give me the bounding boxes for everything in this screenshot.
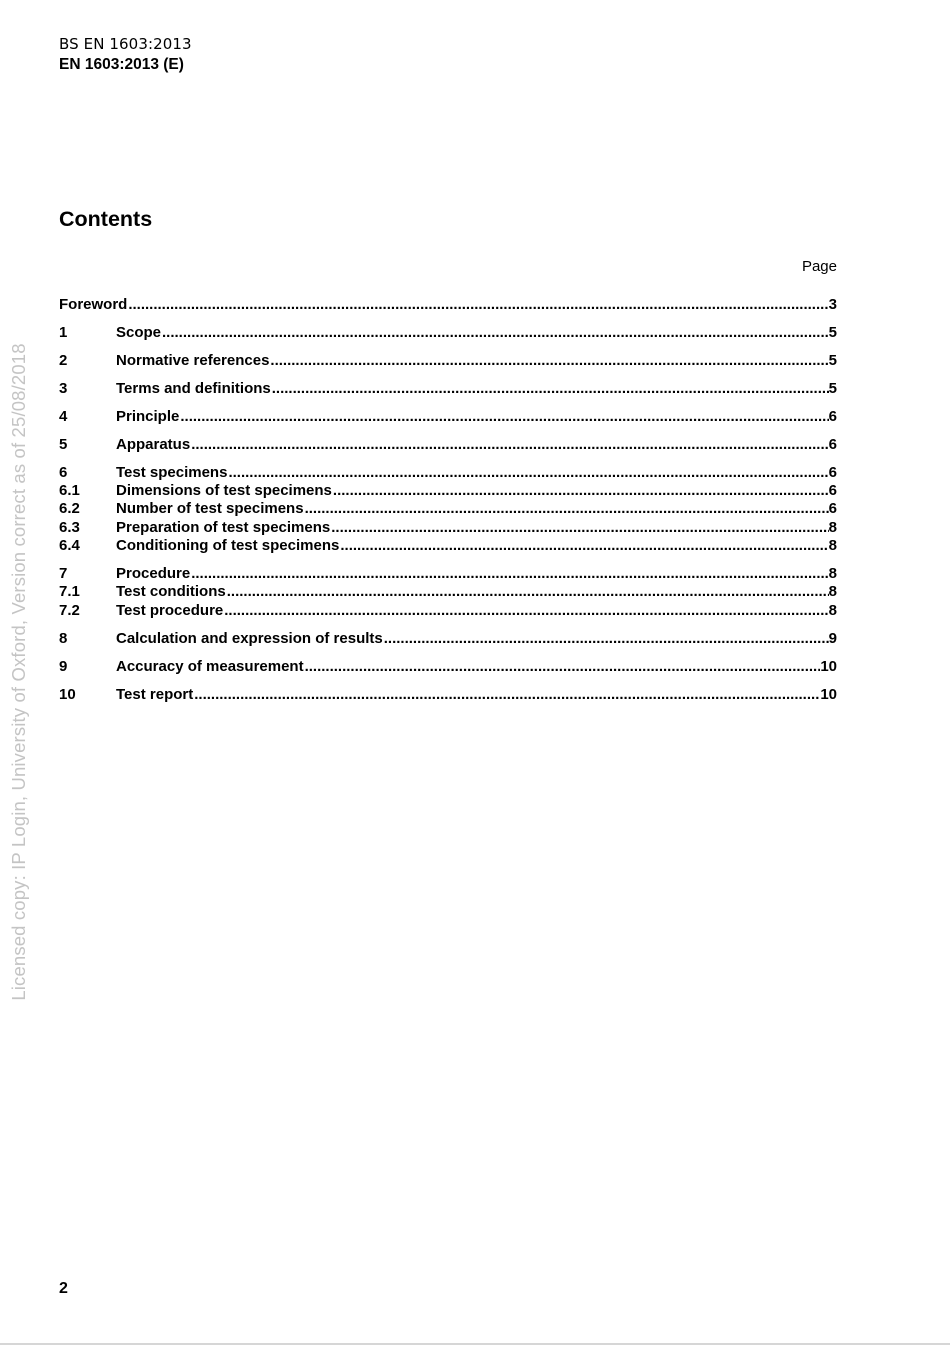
toc-entry-page: 8 xyxy=(828,602,837,619)
toc-entry-page: 5 xyxy=(828,380,837,397)
toc-entry-test-conditions[interactable] xyxy=(59,583,837,601)
toc-entry-dimensions-of-test-specimens[interactable] xyxy=(59,482,837,500)
toc-entry-number: 3 xyxy=(59,380,68,397)
toc-dot-leader xyxy=(271,380,829,397)
toc-entry-title: Foreword xyxy=(59,296,128,313)
toc-entry-accuracy-of-measurement[interactable] xyxy=(59,658,837,676)
toc-dot-leader xyxy=(304,658,821,675)
toc-entry-number: 7.1 xyxy=(59,583,80,600)
toc-entry-title: Procedure xyxy=(116,565,191,582)
toc-dot-leader xyxy=(223,602,828,619)
toc-entry-page: 8 xyxy=(828,565,837,582)
toc-entry-page: 5 xyxy=(828,352,837,369)
toc-entry-page: 6 xyxy=(828,464,837,481)
standard-designation-en: EN 1603:2013 (E) xyxy=(59,56,184,73)
toc-entry-page: 10 xyxy=(820,686,837,703)
toc-entry-page: 6 xyxy=(828,408,837,425)
toc-entry-title: Conditioning of test specimens xyxy=(116,537,340,554)
toc-entry-number: 4 xyxy=(59,408,68,425)
toc-entry-title: Preparation of test specimens xyxy=(116,519,331,536)
toc-entry-title: Terms and definitions xyxy=(116,380,271,397)
toc-entry-apparatus[interactable] xyxy=(59,436,837,454)
toc-entry-number: 7 xyxy=(59,565,68,582)
toc-entry-page: 9 xyxy=(828,630,837,647)
toc-entry-number: 6.3 xyxy=(59,519,80,536)
toc-entry-page: 10 xyxy=(820,658,837,675)
toc-entry-number: 2 xyxy=(59,352,68,369)
toc-entry-page: 8 xyxy=(828,519,837,536)
standard-designation-bs: BS EN 1603:2013 xyxy=(59,35,192,53)
toc-entry-procedure[interactable] xyxy=(59,565,837,583)
page-column-label: Page xyxy=(801,258,837,275)
toc-entry-number: 1 xyxy=(59,324,68,341)
toc-entry-number: 6.1 xyxy=(59,482,80,499)
toc-entry-number-of-test-specimens[interactable] xyxy=(59,500,837,518)
toc-entry-number: 6.2 xyxy=(59,500,80,517)
page-number: 2 xyxy=(59,1280,68,1297)
toc-entry-page: 6 xyxy=(828,482,837,499)
toc-entry-calculation-and-expression-of-results[interactable] xyxy=(59,630,837,648)
toc-dot-leader xyxy=(179,408,828,425)
toc-entry-normative-references[interactable] xyxy=(59,352,837,370)
toc-entry-foreword[interactable] xyxy=(59,296,837,314)
toc-dot-leader xyxy=(227,464,828,481)
toc-entry-title: Number of test specimens xyxy=(116,500,304,517)
toc-dot-leader xyxy=(127,296,828,313)
toc-entry-page: 6 xyxy=(828,500,837,517)
toc-entry-test-report[interactable] xyxy=(59,686,837,704)
toc-entry-number: 10 xyxy=(59,686,76,703)
toc-entry-title: Normative references xyxy=(116,352,270,369)
toc-entry-title: Accuracy of measurement xyxy=(116,658,304,675)
toc-dot-leader xyxy=(332,482,829,499)
toc-entry-conditioning-of-test-specimens[interactable] xyxy=(59,537,837,555)
toc-entry-test-procedure[interactable] xyxy=(59,602,837,620)
toc-dot-leader xyxy=(161,324,829,341)
toc-entry-page: 8 xyxy=(828,537,837,554)
toc-dot-leader xyxy=(226,583,829,600)
toc-entry-preparation-of-test-specimens[interactable] xyxy=(59,519,837,537)
toc-entry-number: 6 xyxy=(59,464,68,481)
toc-entry-title: Test conditions xyxy=(116,583,226,600)
toc-entry-scope[interactable] xyxy=(59,324,837,342)
toc-dot-leader xyxy=(190,436,828,453)
toc-entry-page: 6 xyxy=(828,436,837,453)
toc-dot-leader xyxy=(339,537,828,554)
toc-entry-title: Scope xyxy=(116,324,162,341)
toc-entry-terms-and-definitions[interactable] xyxy=(59,380,837,398)
toc-entry-title: Test specimens xyxy=(116,464,228,481)
toc-entry-number: 8 xyxy=(59,630,68,647)
toc-entry-title: Principle xyxy=(116,408,180,425)
toc-entry-number: 9 xyxy=(59,658,68,675)
toc-entry-title: Test procedure xyxy=(116,602,224,619)
toc-entry-number: 6.4 xyxy=(59,537,80,554)
toc-entry-title: Apparatus xyxy=(116,436,191,453)
toc-dot-leader xyxy=(383,630,829,647)
toc-entry-principle[interactable] xyxy=(59,408,837,426)
toc-entry-number: 5 xyxy=(59,436,68,453)
toc-entry-page: 5 xyxy=(828,324,837,341)
toc-entry-number: 7.2 xyxy=(59,602,80,619)
toc-entry-title: Calculation and expression of results xyxy=(116,630,383,647)
toc-dot-leader xyxy=(330,519,828,536)
toc-entry-page: 8 xyxy=(828,583,837,600)
toc-dot-leader xyxy=(304,500,829,517)
toc-entry-title: Dimensions of test specimens xyxy=(116,482,332,499)
contents-heading: Contents xyxy=(59,207,153,231)
toc-dot-leader xyxy=(193,686,820,703)
toc-entry-test-specimens[interactable] xyxy=(59,464,837,482)
license-watermark: Licensed copy: IP Login, University of Oxford, Version correct as of 25/08/2018 xyxy=(8,343,29,1001)
toc-dot-leader xyxy=(190,565,828,582)
toc-entry-title: Test report xyxy=(116,686,194,703)
toc-dot-leader xyxy=(269,352,828,369)
toc-entry-page: 3 xyxy=(828,296,837,313)
